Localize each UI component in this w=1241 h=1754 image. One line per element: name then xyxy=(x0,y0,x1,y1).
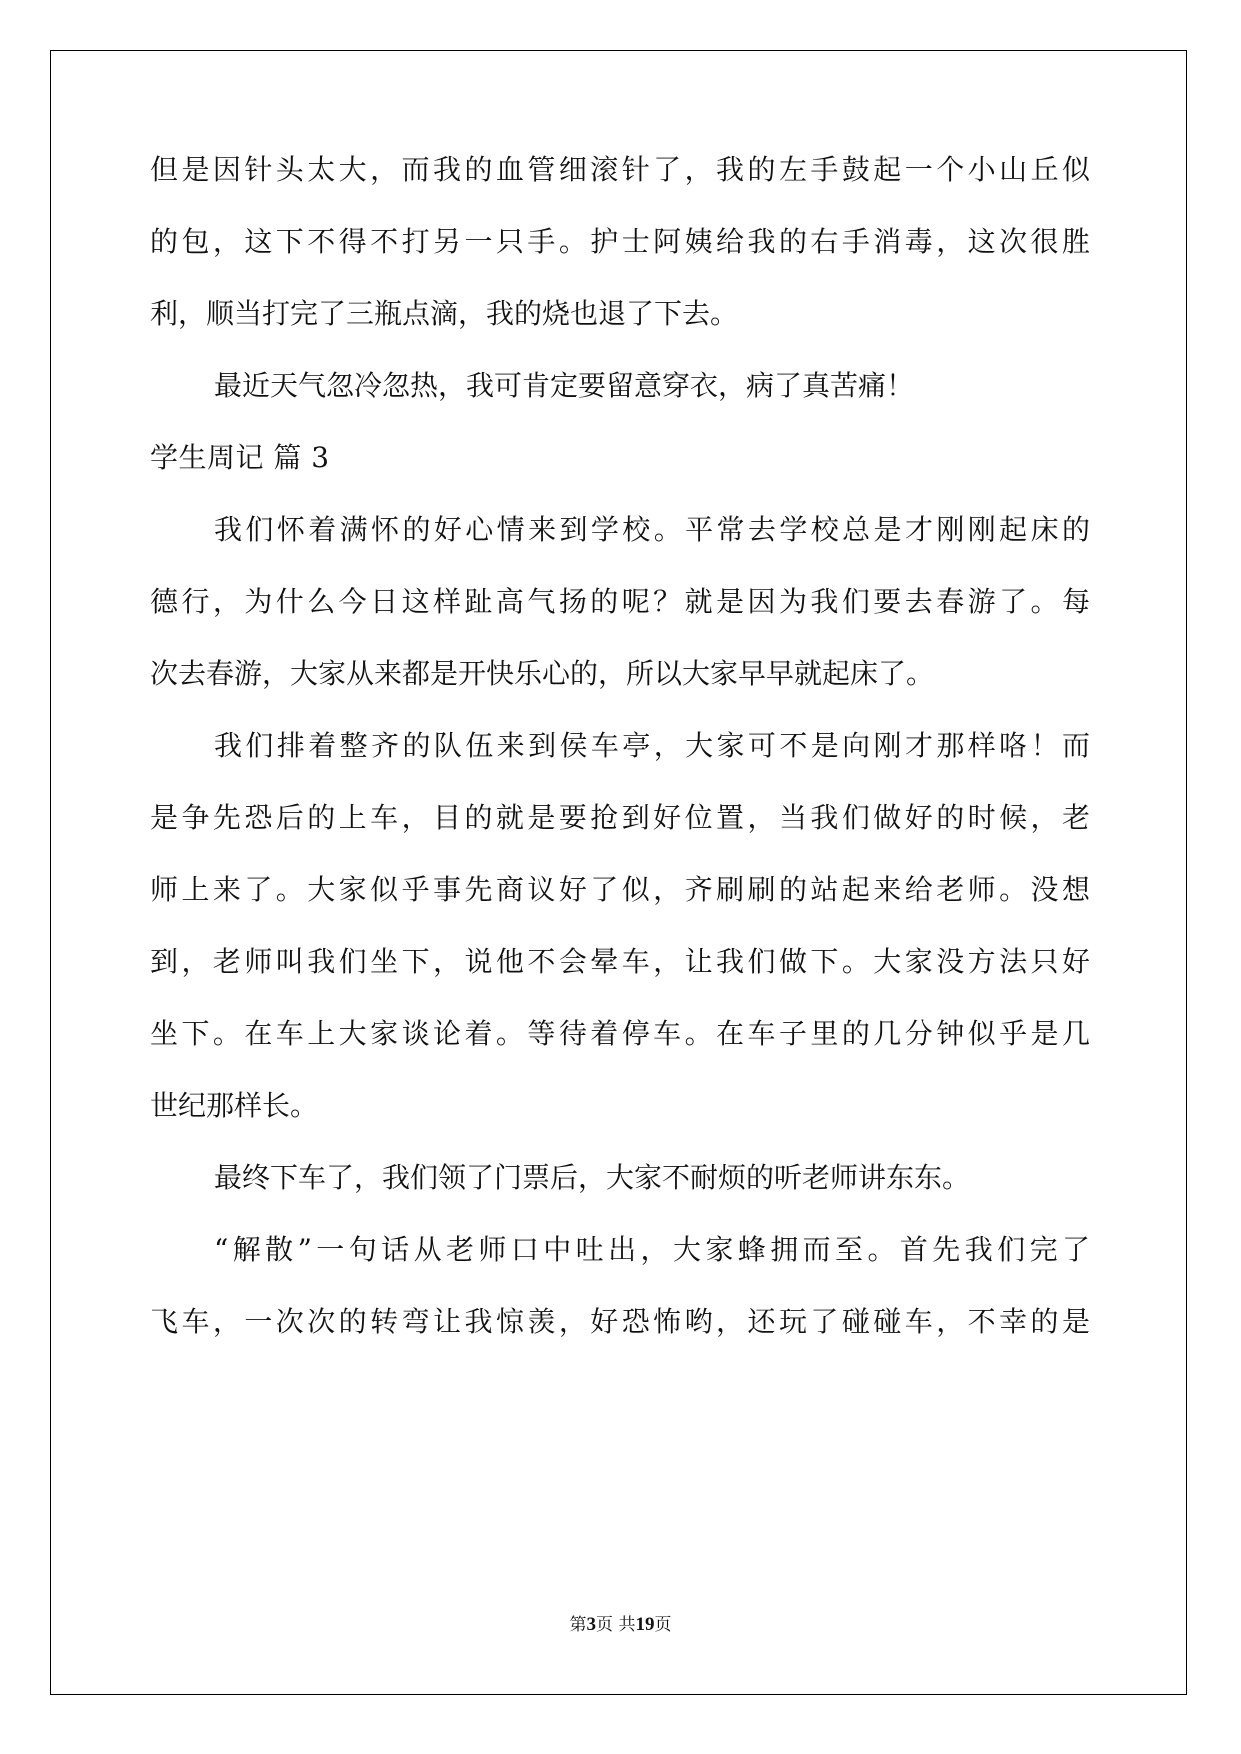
text-line: 德行，为什么今日这样趾高气扬的呢？就是因为我们要去春游了。每 xyxy=(150,585,1090,618)
text-line: 最近天气忽冷忽热，我可肯定要留意穿衣，病了真苦痛！ xyxy=(214,369,915,402)
footer-mid: 页 共 xyxy=(596,1615,636,1635)
text-line: 世纪那样长。 xyxy=(150,1089,319,1122)
text-line: 师上来了。大家似乎事先商议好了似，齐刷刷的站起来给老师。没想 xyxy=(150,873,1090,906)
footer-page-number: 3 xyxy=(586,1614,597,1635)
footer-prefix: 第 xyxy=(569,1615,587,1635)
footer-suffix: 页 xyxy=(654,1615,672,1635)
text-line: 最终下车了，我们领了门票后，大家不耐烦的听老师讲东东。 xyxy=(214,1161,971,1194)
text-line: 次去春游，大家从来都是开快乐心的，所以大家早早就起床了。 xyxy=(150,657,935,690)
text-line: 但是因针头太大，而我的血管细滚针了，我的左手鼓起一个小山丘似 xyxy=(150,153,1090,186)
section-heading: 学生周记 篇 3 xyxy=(150,441,330,474)
text-line: 到，老师叫我们坐下，说他不会晕车，让我们做下。大家没方法只好 xyxy=(150,945,1090,978)
text-line: 我们排着整齐的队伍来到侯车亭，大家可不是向刚才那样咯！而 xyxy=(214,729,1090,762)
text-line: “解散”一句话从老师口中吐出，大家蜂拥而至。首先我们完了 xyxy=(214,1233,1090,1266)
footer-total-pages: 19 xyxy=(635,1614,655,1635)
text-line: 是争先恐后的上车，目的就是要抢到好位置，当我们做好的时候，老 xyxy=(150,801,1090,834)
text-line: 我们怀着满怀的好心情来到学校。平常去学校总是才刚刚起床的 xyxy=(214,513,1090,546)
text-line: 利，顺当打完了三瓶点滴，我的烧也退了下去。 xyxy=(150,297,739,330)
text-line: 坐下。在车上大家谈论着。等待着停车。在车子里的几分钟似乎是几 xyxy=(150,1017,1090,1050)
text-line: 飞车，一次次的转弯让我惊羡，好恐怖哟，还玩了碰碰车，不幸的是 xyxy=(150,1305,1090,1338)
page-footer xyxy=(0,1610,1241,1636)
text-line: 的包，这下不得不打另一只手。护士阿姨给我的右手消毒，这次很胜 xyxy=(150,225,1090,258)
